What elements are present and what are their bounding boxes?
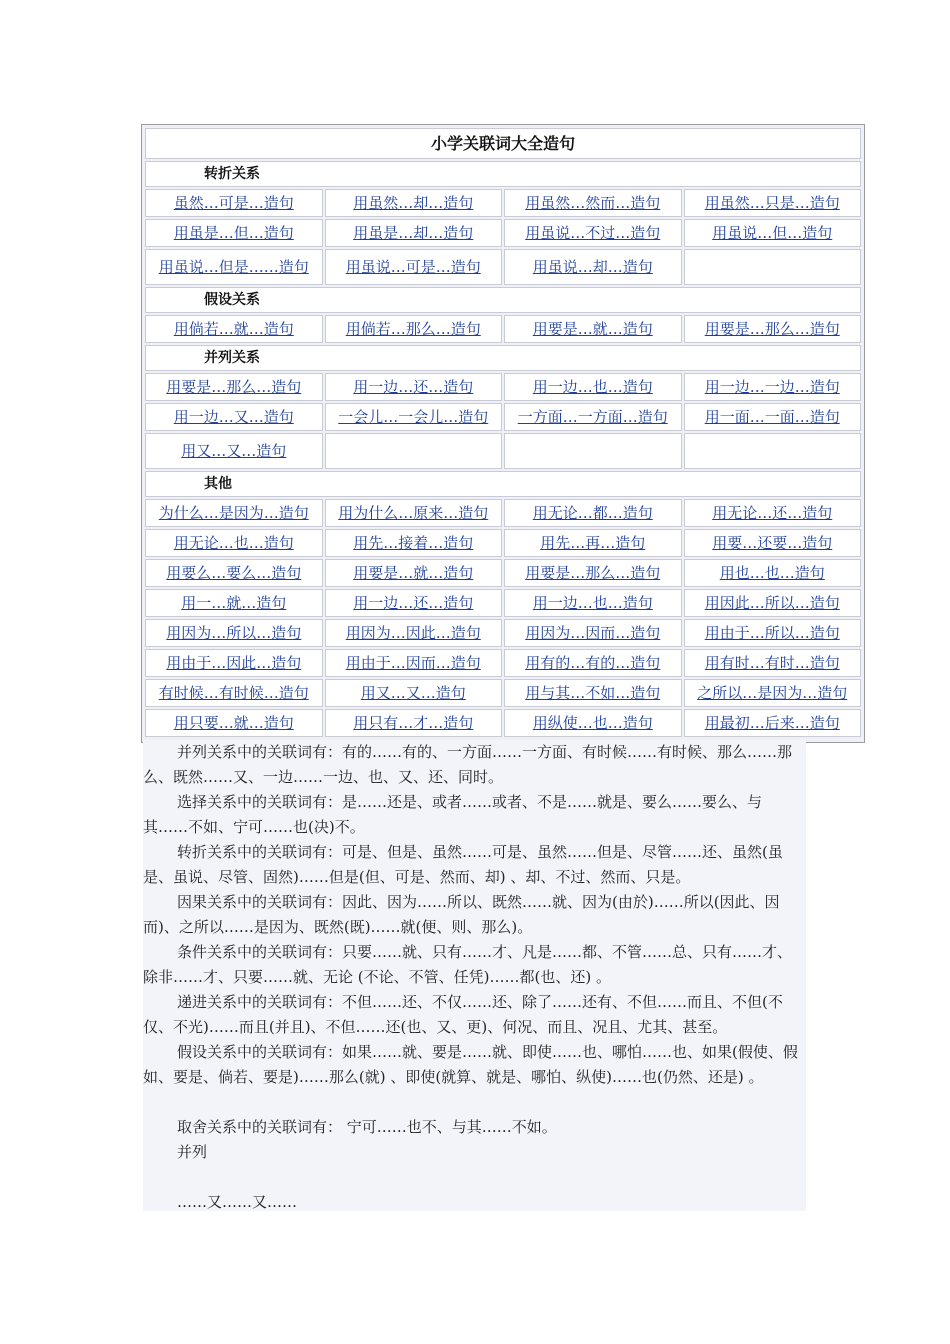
example-link[interactable]: 用虽然…然而…造句 (525, 194, 661, 212)
table-cell (504, 589, 682, 617)
table-cell (504, 709, 682, 737)
table-cell (504, 499, 682, 527)
example-link[interactable]: 用要是…就…造句 (353, 564, 474, 582)
example-link[interactable]: 用一…就…造句 (181, 594, 287, 612)
section-header: 转折关系 (145, 161, 861, 187)
example-link[interactable]: 用虽然…却…造句 (353, 194, 474, 212)
table-cell (145, 315, 323, 343)
table-cell (684, 249, 862, 285)
example-link[interactable]: 为什么…是因为…造句 (158, 504, 309, 522)
example-link[interactable]: 用也…也…造句 (719, 564, 825, 582)
example-link[interactable]: 用要是…那么…造句 (166, 378, 302, 396)
table-row (145, 315, 861, 343)
table-cell (684, 373, 862, 401)
note-paragraph: 并列关系中的关联词有：有的……有的、一方面……一方面、有时候……有时候、那么……那么、既然……又、一边……一边、也、又、还、同时。 (143, 743, 793, 786)
table-cell (684, 709, 862, 737)
table-cell (325, 589, 503, 617)
example-link[interactable]: 用倘若…那么…造句 (345, 320, 481, 338)
example-link[interactable]: 用因为…因此…造句 (345, 624, 481, 642)
table-cell (325, 709, 503, 737)
table-title: 小学关联词大全造句 (145, 128, 861, 159)
table-cell (325, 315, 503, 343)
table-cell (325, 559, 503, 587)
table-cell (504, 679, 682, 707)
table-cell (145, 373, 323, 401)
table-row (145, 559, 861, 587)
table-row (145, 189, 861, 217)
example-link[interactable]: 用又…又…造句 (360, 684, 466, 702)
example-link[interactable]: 用由于…因此…造句 (166, 654, 302, 672)
table-cell (325, 219, 503, 247)
table-cell (145, 559, 323, 587)
example-link[interactable]: 用一面…一面…造句 (704, 408, 840, 426)
note-paragraph (143, 1165, 806, 1190)
table-cell (145, 679, 323, 707)
table-cell (504, 373, 682, 401)
example-link[interactable]: 用虽是…却…造句 (353, 224, 474, 242)
example-link[interactable]: 用只要…就…造句 (173, 714, 294, 732)
example-link[interactable]: 用一边…也…造句 (532, 594, 653, 612)
table-cell (684, 499, 862, 527)
table-row (145, 619, 861, 647)
note-paragraph: ……又……又…… (177, 1193, 298, 1211)
table-cell (325, 649, 503, 677)
note-paragraph: 递进关系中的关联词有：不但……还、不仅……还、除了……还有、不但……而且、不但(不仅、不光)……而且(并且)、不但……还(也、又、更)、何况、而且、况且、尤其、甚至。 (143, 993, 783, 1036)
table-cell (145, 189, 323, 217)
table-cell (684, 559, 862, 587)
table-cell (325, 679, 503, 707)
example-link[interactable]: 用因此…所以…造句 (704, 594, 840, 612)
table-cell (325, 433, 503, 469)
example-link[interactable]: 用虽说…可是…造句 (345, 258, 481, 276)
section-header: 其他 (145, 471, 861, 497)
table-cell (504, 403, 682, 431)
table-cell (145, 529, 323, 557)
example-link[interactable]: 用与其…不如…造句 (525, 684, 661, 702)
note-paragraph (143, 1090, 806, 1115)
note-paragraph: 条件关系中的关联词有：只要……就、只有……才、凡是……都、不管……总、只有……才、除非……才、只要……就、无论 (不论、不管、任凭)……都(也、还) 。 (143, 943, 793, 986)
table-cell (145, 619, 323, 647)
example-link[interactable]: 用虽然…只是…造句 (704, 194, 840, 212)
table-cell (145, 433, 323, 469)
conjunction-table (141, 124, 865, 743)
table-cell (504, 219, 682, 247)
example-link[interactable]: 用最初…后来…造句 (704, 714, 840, 732)
example-link[interactable]: 用无论…也…造句 (173, 534, 294, 552)
table-row (145, 709, 861, 737)
table-cell (325, 373, 503, 401)
example-link[interactable]: 有时候…有时候…造句 (158, 684, 309, 702)
section-header: 假设关系 (145, 287, 861, 313)
example-link[interactable]: 一方面…一方面…造句 (517, 408, 668, 426)
table-cell (145, 249, 323, 285)
table-row (145, 649, 861, 677)
table-cell (504, 649, 682, 677)
example-link[interactable]: 用要是…就…造句 (532, 320, 653, 338)
table-cell (684, 219, 862, 247)
table-cell (504, 249, 682, 285)
table-cell (325, 619, 503, 647)
example-link[interactable]: 用虽是…但…造句 (173, 224, 294, 242)
table-cell (145, 499, 323, 527)
example-link[interactable]: 用一边…也…造句 (532, 378, 653, 396)
table-cell (684, 649, 862, 677)
table-cell (325, 499, 503, 527)
example-link[interactable]: 用一边…又…造句 (173, 408, 294, 426)
example-link[interactable]: 用虽说…但…造句 (712, 224, 833, 242)
note-paragraph: 选择关系中的关联词有：是……还是、或者……或者、不是……就是、要么……要么、与其……不如、宁可……也(决)不。 (143, 793, 763, 836)
table-row (145, 589, 861, 617)
example-link[interactable]: 一会儿…一会儿…造句 (338, 408, 489, 426)
example-link[interactable]: 用又…又…造句 (181, 442, 287, 460)
example-link[interactable]: 用虽说…不过…造句 (525, 224, 661, 242)
example-link[interactable]: 用因为…因而…造句 (525, 624, 661, 642)
table-cell (684, 315, 862, 343)
table-cell (684, 189, 862, 217)
table-row (145, 433, 861, 469)
example-link[interactable]: 用虽说…但是……造句 (158, 258, 309, 276)
section-header: 并列关系 (145, 345, 861, 371)
table-cell (325, 189, 503, 217)
table-cell (145, 709, 323, 737)
table-row (145, 499, 861, 527)
table-cell (504, 529, 682, 557)
table-cell (684, 589, 862, 617)
table-cell (684, 529, 862, 557)
table-cell (145, 589, 323, 617)
example-link[interactable]: 用一边…还…造句 (353, 378, 474, 396)
example-link[interactable]: 用先…接着…造句 (353, 534, 474, 552)
table-cell (325, 403, 503, 431)
example-link[interactable]: 用要…还要…造句 (712, 534, 833, 552)
table-cell (504, 559, 682, 587)
table-cell (145, 219, 323, 247)
example-link[interactable]: 用有时…有时…造句 (704, 654, 840, 672)
example-link[interactable]: 用要是…那么…造句 (704, 320, 840, 338)
table-cell (684, 433, 862, 469)
table-cell (504, 315, 682, 343)
note-paragraph: 因果关系中的关联词有：因此、因为……所以、既然……就、因为(由於)……所以(因此、因而)、之所以……是因为、既然(既)……就(便、则、那么)。 (143, 893, 780, 936)
example-link[interactable]: 用一边…一边…造句 (704, 378, 840, 396)
example-link[interactable]: 用虽说…却…造句 (532, 258, 653, 276)
example-link[interactable]: 用一边…还…造句 (353, 594, 474, 612)
notes-section (143, 740, 806, 1211)
example-link[interactable]: 用倘若…就…造句 (173, 320, 294, 338)
note-paragraph: 并列 (177, 1143, 208, 1161)
table-row (145, 373, 861, 401)
example-link[interactable]: 用要么…要么…造句 (166, 564, 302, 582)
table-row (145, 529, 861, 557)
table-row (145, 679, 861, 707)
example-link[interactable]: 用无论…都…造句 (532, 504, 653, 522)
table-cell (145, 649, 323, 677)
table-row (145, 249, 861, 285)
example-link[interactable]: 用由于…因而…造句 (345, 654, 481, 672)
table-cell (684, 679, 862, 707)
example-link[interactable]: 用只有…才…造句 (353, 714, 474, 732)
table-cell (504, 189, 682, 217)
table-row (145, 219, 861, 247)
note-paragraph: 假设关系中的关联词有：如果……就、要是……就、即使……也、哪怕……也、如果(假使、假如、要是、倘若、要是)……那么(就) 、即使(就算、就是、哪怕、纵使)……也(仍然、还是) 。 (143, 1043, 798, 1086)
note-paragraph: 转折关系中的关联词有：可是、但是、虽然……可是、虽然……但是、尽管……还、虽然(虽是、虽说、尽管、固然)……但是(但、可是、然而、却) 、却、不过、然而、只是。 (143, 843, 783, 886)
example-link[interactable]: 用有的…有的…造句 (525, 654, 661, 672)
example-link[interactable]: 用由于…所以…造句 (704, 624, 840, 642)
note-paragraph: 取舍关系中的关联词有： 宁可……也不、与其……不如。 (177, 1118, 557, 1136)
table-row (145, 403, 861, 431)
example-link[interactable]: 用为什么…原来…造句 (338, 504, 489, 522)
table-cell (684, 619, 862, 647)
example-link[interactable]: 用要是…那么…造句 (525, 564, 661, 582)
example-link[interactable]: 用因为…所以…造句 (166, 624, 302, 642)
table-cell (684, 403, 862, 431)
table-cell (504, 433, 682, 469)
example-link[interactable]: 虽然…可是…造句 (173, 194, 294, 212)
table-cell (325, 249, 503, 285)
table-sections (145, 161, 861, 737)
example-link[interactable]: 用纵使…也…造句 (532, 714, 653, 732)
table-cell (145, 403, 323, 431)
table-cell (504, 619, 682, 647)
example-link[interactable]: 用先…再…造句 (540, 534, 646, 552)
example-link[interactable]: 之所以…是因为…造句 (697, 684, 848, 702)
table-cell (325, 529, 503, 557)
example-link[interactable]: 用无论…还…造句 (712, 504, 833, 522)
